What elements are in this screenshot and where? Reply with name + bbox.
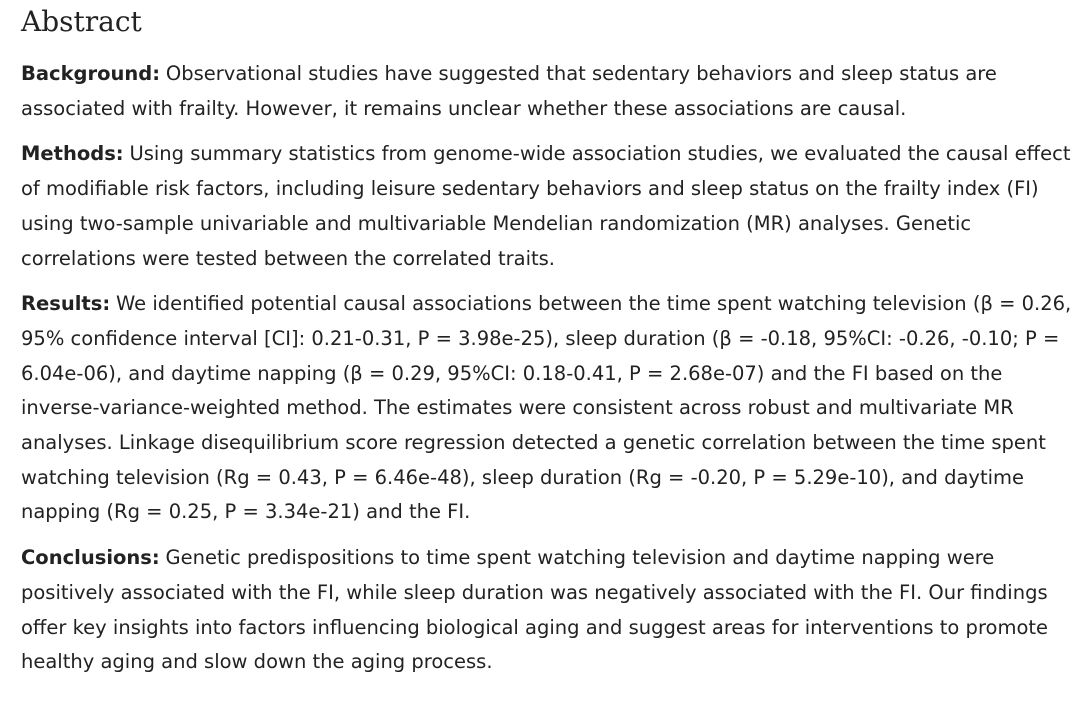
abstract-section-background bbox=[21, 57, 1073, 126]
section-label: Conclusions: bbox=[21, 546, 160, 570]
section-label: Background: bbox=[21, 62, 161, 85]
section-text: Genetic predispositions to time spent watching television and daytime napping were positively associated with the FI, while sleep duration was negatively associated with the FI. Our findings offer key insights into factors influencing biological aging and suggest areas for interventions to promote healthy aging and slow down the aging process. bbox=[21, 546, 1049, 674]
section-text: Observational studies have suggested that sedentary behaviors and sleep status are associated with frailty. However, it remains unclear whether these associations are causal. bbox=[21, 62, 997, 120]
abstract-section-conclusions bbox=[21, 541, 1073, 680]
abstract-section-methods bbox=[21, 137, 1073, 276]
section-label: Methods: bbox=[21, 142, 124, 166]
abstract-container bbox=[21, 0, 1073, 691]
section-label: Results: bbox=[21, 292, 111, 316]
abstract-section-results bbox=[21, 287, 1073, 530]
section-text: Using summary statistics from genome-wide association studies, we evaluated the causal effect of modifiable risk factors, including leisure sedentary behaviors and sleep status on the frailty index (FI) using two-sample univariable and multivariable Mendelian randomization (MR) analyses. Genetic correlations were tested between the correlated traits. bbox=[21, 142, 1071, 270]
abstract-heading: Abstract bbox=[21, 5, 142, 38]
section-text: We identified potential causal associations between the time spent watching television (β = 0.26, 95% confidence interval [CI]: 0.21-0.31, P = 3.98e-25), sleep duration (β = -0.18, 95%CI: -0.26, -0.10; P = 6.04e-06), and daytime napping (β = 0.29, 95%CI: 0.18-0.41, P = 2.68e-07) and the FI based on the inverse-variance-weighted method. The estimates were consistent across robust and multivariate MR analyses. Linkage disequilibrium score regression detected a genetic correlation between the time spent watching television (Rg = 0.43, P = 6.46e-48), sleep duration (Rg = -0.20, P = 5.29e-10), and daytime napping (Rg = 0.25, P = 3.34e-21) and the FI. bbox=[21, 292, 1072, 524]
